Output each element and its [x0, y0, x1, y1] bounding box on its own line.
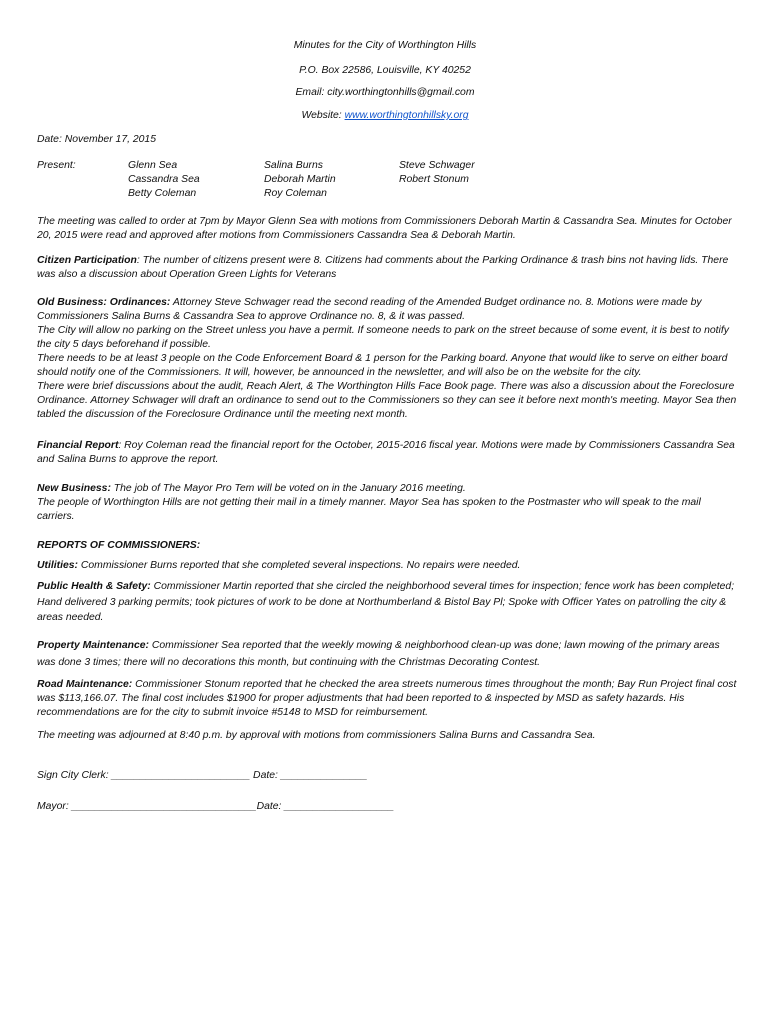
mayor-signature-line: Mayor: ________________________________Date: ___________________ — [37, 801, 395, 812]
old-business-section — [37, 296, 737, 422]
website-label: Website: — [301, 110, 345, 121]
section-text: Commissioner Martin reported that she circled the neighborhood several times for inspection; fence work has been completed; Hand delivered 3 parking permits; took pictures of work to be done at Northumberland & Bistol Bay Pl; Spoke with Officer Yates on patrolling the city & areas needed. — [37, 581, 735, 623]
section-text: : Roy Coleman read the financial report for the October, 2015-2016 fiscal year. Motions were made by Commissioners Cassandra Sea and Salina Burns to approve the report. — [37, 440, 735, 465]
call-to-order-paragraph: The meeting was called to order at 7pm by Mayor Glenn Sea with motions from Commissioners Deborah Martin & Cassandra Sea. Minutes for October 20, 2015 were read and approved after motions from Commissioners Cassandra Sea & Deborah Martin. — [37, 216, 732, 241]
old-business-item: The City will allow no parking on the Street unless you have a permit. If someone needs to park on the street because of some event, it is best to notify the city 5 days beforehand if possible. — [37, 325, 729, 350]
section-label: New Business: — [37, 483, 111, 494]
section-label: Financial Report — [37, 440, 119, 451]
section-text: Commissioner Burns reported that she completed several inspections. No repairs were needed. — [78, 560, 521, 571]
section-label: Public Health & Safety: — [37, 581, 151, 592]
meeting-date: Date: November 17, 2015 — [37, 134, 156, 145]
new-business-item: The people of Worthington Hills are not getting their mail in a timely manner. Mayor Sea has spoken to the Postmaster who will speak to the mail carriers. — [37, 497, 701, 522]
attendee: Roy Coleman — [264, 188, 327, 199]
header-email: Email: city.worthingtonhills@gmail.com — [295, 87, 475, 98]
financial-report-paragraph — [37, 439, 737, 467]
attendee: Steve Schwager — [399, 160, 475, 171]
attendee: Salina Burns — [264, 160, 323, 171]
section-label: Citizen Participation — [37, 255, 137, 266]
new-business-item — [37, 482, 737, 496]
section-label: Property Maintenance: — [37, 640, 150, 651]
section-text: Commissioner Sea reported that the weekly mowing & neighborhood clean-up was done; lawn mowing of the primary areas was done 3 times; there will no decorations this month, but continuing with the Christmas Decorating Contest. — [37, 640, 720, 668]
property-maintenance-report — [37, 637, 737, 671]
section-text: Attorney Steve Schwager read the second reading of the Amended Budget ordinance no. 8. Motions were made by Commissioners Salina Burns & Cassandra Sea to approve Ordinance no. 8, & it was passed. — [37, 297, 702, 322]
adjournment-paragraph: The meeting was adjourned at 8:40 p.m. by approval with motions from commissioners Salina Burns and Cassandra Sea. — [37, 730, 596, 741]
public-health-report — [37, 579, 737, 626]
attendee: Cassandra Sea — [128, 174, 200, 185]
attendee: Betty Coleman — [128, 188, 197, 199]
attendee: Deborah Martin — [264, 174, 336, 185]
citizen-participation-paragraph — [37, 254, 737, 282]
attendees-column-2 — [264, 159, 404, 201]
old-business-item: There needs to be at least 3 people on the Code Enforcement Board & 1 person for the Parking board. Anyone that would like to serve on either board should notify one of the Commissioners. It will, however, be announced in the newsletter, and will also be on the website for the city. — [37, 353, 728, 378]
old-business-item — [37, 296, 737, 324]
section-text: : The number of citizens present were 8. Citizens had comments about the Parking Ordinance & trash bins not having lids. There was also a discussion about Operation Green Lights for Veterans — [37, 255, 729, 280]
attendee: Robert Stonum — [399, 174, 469, 185]
header-website — [0, 109, 770, 123]
reports-heading: REPORTS OF COMMISSIONERS: — [37, 540, 201, 551]
road-maintenance-report — [37, 678, 737, 720]
attendees-column-3 — [399, 159, 539, 187]
section-text: The job of The Mayor Pro Tem will be voted on in the January 2016 meeting. — [110, 483, 466, 494]
header-title: Minutes for the City of Worthington Hills — [293, 40, 477, 51]
clerk-signature-line: Sign City Clerk: ________________________ Date: _______________ — [37, 770, 368, 781]
section-label: Road Maintenance: — [37, 679, 133, 690]
utilities-report — [37, 559, 737, 573]
old-business-item: There were brief discussions about the audit, Reach Alert, & The Worthington Hills Face Book page. There was also a discussion about the Foreclosure Ordinance. Attorney Schwager will draft an ordinance to send out to the Commissioners so they can see it before next month's meeting. Mayor Sea then tabled the discussion of the Foreclosure Ordinance until the meeting next month. — [37, 381, 737, 420]
new-business-section — [37, 482, 737, 524]
section-label: Utilities: — [37, 560, 78, 571]
section-text: Commissioner Stonum reported that he checked the area streets numerous times throughout the month; Bay Run Project final cost was $113,166.07. The final cost includes $1900 for proper adjustments that had been reported to & inspected by MSD as safety hazards. His recommendations are for the city to submit invoice #5148 to MSD for reimbursement. — [37, 679, 737, 718]
website-link[interactable]: www.worthingtonhillsky.org — [344, 110, 469, 121]
attendee: Glenn Sea — [128, 160, 178, 171]
present-label: Present: — [37, 160, 76, 171]
section-label: Old Business: Ordinances: — [37, 297, 171, 308]
header-address: P.O. Box 22586, Louisville, KY 40252 — [299, 65, 471, 76]
attendees-column-1 — [128, 159, 268, 201]
